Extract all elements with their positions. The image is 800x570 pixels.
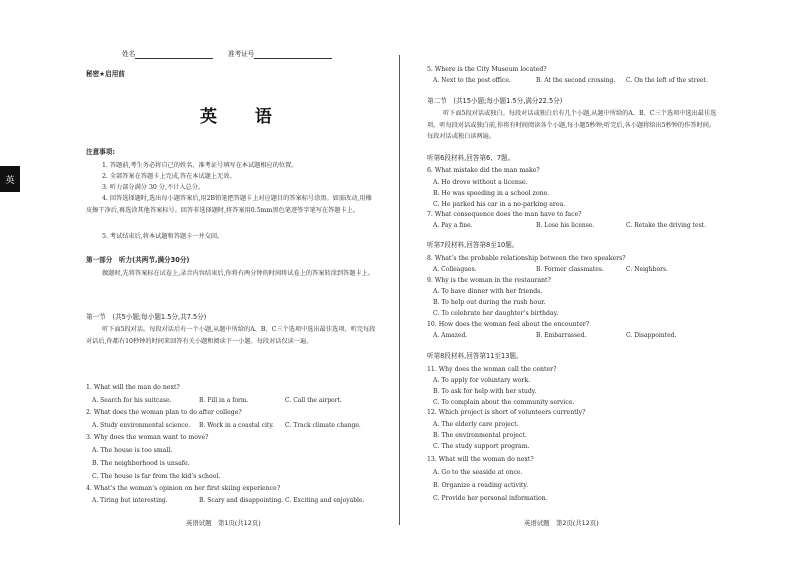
option-b: B. Lose his license. [536, 222, 595, 229]
option-b: B. Embarrassed. [536, 332, 587, 339]
option-a: A. Tiring but interesting. [92, 497, 168, 504]
option-c: C. He parked his car in a no-parking area. [433, 201, 566, 208]
option-b: B. The environmental project. [433, 432, 527, 439]
question-1: 1. What will the man do next? [86, 384, 180, 391]
secret-label: 秘密★启用前 [86, 70, 125, 78]
exam-number-blank [254, 50, 332, 59]
page-right [400, 0, 800, 570]
question-6: 6. What mistake did the man make? [427, 167, 540, 174]
option-a: A. Pay a fine. [433, 222, 473, 229]
option-a: A. To have dinner with her friends. [433, 288, 543, 295]
option-b: B. Former classmates. [536, 266, 604, 273]
option-c: C. Track climate change. [285, 422, 361, 429]
name-field [122, 50, 213, 59]
option-c: C. Call the airport. [285, 397, 342, 404]
notes-heading: 注意事项: [86, 148, 116, 156]
section1-heading: 第一节 (共5小题;每小题1.5分,共7.5分) [86, 313, 207, 321]
option-b: B. To help out during the rush hour. [433, 299, 546, 306]
option-c: C. Exciting and enjoyable. [285, 497, 365, 504]
option-a: A. Next to the post office. [433, 77, 511, 84]
section1-intro: 听下面5段对话。每段对话后有一个小题,从题中所给的A、B、C三个选项中选出最佳选项。听完每段对话后,你都有10秒钟的时间来回答有关小题和阅读下一小题。每段对话仅读一遍。 [86, 326, 376, 345]
option-c: C. The study support program. [433, 443, 530, 450]
note-item: 4. 回答选择题时,选出每小题答案后,用2B铅笔把答题卡上对应题目的答案标号涂黑。如需改动,用橡皮擦干净后,再选涂其他答案标号。回答非选择题时,将答案用0.5mm黑色笔迹签字笔写在答题卡上。 [86, 195, 372, 214]
note-item: 3. 听力部分满分 30 分,不计入总分。 [102, 184, 205, 191]
note-item: 5. 考试结束后,将本试题和答题卡一并交回。 [102, 233, 224, 240]
question-2: 2. What does the woman plan to do after college? [86, 409, 242, 416]
option-c: C. Neighbors. [626, 266, 668, 273]
question-9: 9. Why is the woman in the restaurant? [427, 277, 551, 284]
group-8-title: 听第8段材料,回答第11至13题。 [427, 352, 523, 360]
option-a: A. To apply for voluntary work. [433, 377, 531, 384]
part1-intro: 做题时,先将答案标在试卷上,录音内容结束后,你将有两分钟的时间将试卷上的答案转涂到答题卡上。 [102, 270, 374, 277]
page-title: 英 语 [200, 107, 288, 127]
option-c: C. On the left of the street. [626, 77, 708, 84]
option-a: A. He drove without a license. [433, 179, 528, 186]
option-a: A. Search for his suitcase. [92, 397, 172, 404]
option-c: C. Retake the driving test. [626, 222, 706, 229]
option-c: C. Provide her personal information. [433, 495, 548, 502]
option-a: A. Study environmental science. [92, 422, 191, 429]
name-label: 姓名 [122, 50, 136, 58]
option-b: B. Fill in a form. [199, 397, 249, 404]
question-13: 13. What will the woman do next? [427, 456, 534, 463]
part1-heading: 第一部分 听力(共两节,满分30分) [86, 256, 190, 264]
question-12: 12. Which project is short of volunteers currently? [427, 409, 586, 416]
section2-heading: 第二节 (共15小题;每小题1.5分,满分22.5分) [427, 97, 563, 105]
option-b: B. Scary and disappointing. [199, 497, 284, 504]
option-b: B. Organize a reading activity. [433, 482, 529, 489]
question-5: 5. Where is the City Museum located? [427, 66, 547, 73]
option-b: B. The neighborhood is unsafe. [92, 460, 190, 467]
option-c: C. The house is far from the kid’s school. [92, 473, 221, 480]
question-10: 10. How does the woman feel about the encounter? [427, 321, 590, 328]
group-6-title: 听第6段材料,回答第6、7题。 [427, 154, 515, 162]
section2-intro: 听下面5段对话或独白。每段对话或独白后有几个小题,从题中所给的A、B、C三个选项中选出最佳选项。听每段对话或独白前,你将有时间阅读各个小题,每小题5秒钟;听完后,各小题将给出5秒钟的作答时间。每段对话或独白读两遍。 [427, 110, 717, 141]
group-7-title: 听第7段材料,回答第8至10题。 [427, 241, 519, 249]
option-b: B. He was speeding in a school zone. [433, 190, 550, 197]
note-item: 2. 全部答案在答题卡上完成,答在本试题上无效。 [102, 173, 236, 180]
question-3: 3. Why does the woman want to move? [86, 434, 209, 441]
option-c: C. To celebrate her daughter’s birthday. [433, 310, 559, 317]
exam-number-field [228, 50, 332, 59]
question-4: 4. What’s the woman’s opinion on her first skiing experience? [86, 485, 281, 492]
option-a: A. Amazed. [433, 332, 468, 339]
question-7: 7. What consequence does the man have to face? [427, 211, 582, 218]
question-8: 8. What’s the probable relationship between the two speakers? [427, 255, 626, 262]
question-11: 11. Why does the woman call the center? [427, 366, 557, 373]
note-item: 1. 答题前,考生务必将自己的姓名、准考证号填写在本试题相应的位置。 [102, 162, 298, 169]
option-a: A. The house is too small. [92, 447, 173, 454]
option-b: B. To ask for help with her study. [433, 388, 537, 395]
option-c: C. To complain about the community service. [433, 399, 575, 406]
name-blank [135, 50, 213, 59]
option-c: C. Disappointed. [626, 332, 677, 339]
option-a: A. Go to the seaside at once. [433, 469, 523, 476]
footer-page-2: 英语试题 第2页(共12页) [524, 519, 599, 527]
option-b: B. Work in a coastal city. [199, 422, 274, 429]
option-a: A. Colleagues. [433, 266, 477, 273]
subject-side-tab: 英 [0, 166, 20, 192]
option-b: B. At the second crossing. [536, 77, 616, 84]
exam-number-label: 准考证号 [228, 50, 255, 58]
option-a: A. The elderly care project. [433, 421, 519, 428]
footer-page-1: 英语试题 第1页(共12页) [186, 519, 261, 527]
